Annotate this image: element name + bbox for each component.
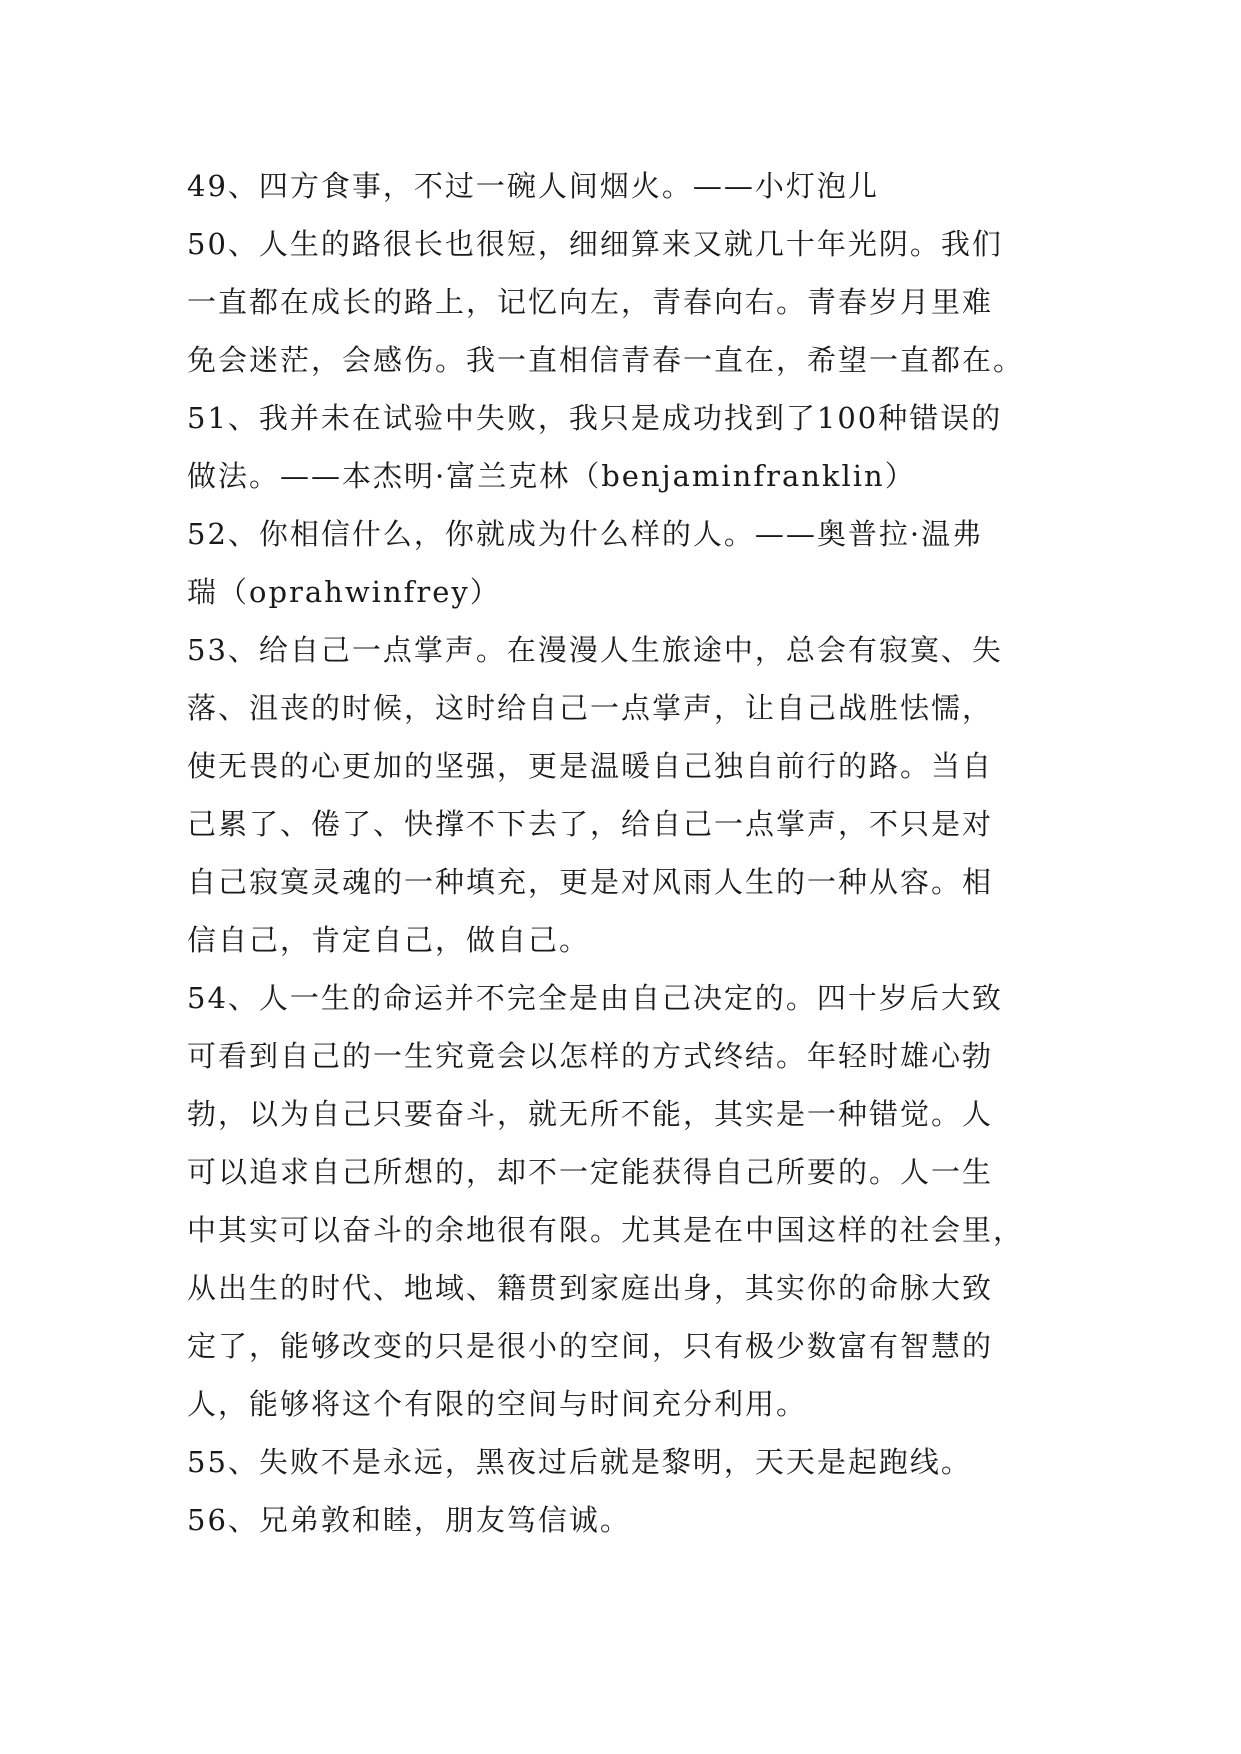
text-line: 瑞（oprahwinfrey）: [187, 575, 501, 609]
text-line: 52、你相信什么，你就成为什么样的人。——奥普拉·温弗: [187, 517, 984, 551]
document-body: [187, 157, 1067, 1549]
text-line: 56、兄弟敦和睦，朋友笃信诚。: [187, 1503, 631, 1537]
text-line: 一直都在成长的路上，记忆向左，青春向右。青春岁月里难: [187, 285, 994, 319]
text-line: 54、人一生的命运并不完全是由自己决定的。四十岁后大致: [187, 981, 1003, 1015]
text-line: 可看到自己的一生究竟会以怎样的方式终结。年轻时雄心勃: [187, 1039, 994, 1073]
text-line: 人，能够将这个有限的空间与时间充分利用。: [187, 1387, 808, 1421]
text-line: 50、人生的路很长也很短，细细算来又就几十年光阴。我们: [187, 227, 1003, 261]
text-line: 55、失败不是永远，黑夜过后就是黎明，天天是起跑线。: [187, 1445, 972, 1479]
text-line: 定了，能够改变的只是很小的空间，只有极少数富有智慧的: [187, 1329, 994, 1363]
text-line: 可以追求自己所想的，却不一定能获得自己所要的。人一生: [187, 1155, 994, 1189]
text-line: 51、我并未在试验中失败，我只是成功找到了100种错误的: [187, 401, 1003, 435]
text-line: 从出生的时代、地域、籍贯到家庭出身，其实你的命脉大致: [187, 1271, 994, 1305]
text-line: 落、沮丧的时候，这时给自己一点掌声，让自己战胜怯懦，: [187, 691, 994, 725]
text-line: 免会迷茫，会感伤。我一直相信青春一直在，希望一直都在。: [187, 343, 1025, 377]
text-line: 中其实可以奋斗的余地很有限。尤其是在中国这样的社会里，: [187, 1213, 1025, 1247]
text-line: 53、给自己一点掌声。在漫漫人生旅途中，总会有寂寞、失: [187, 633, 1003, 667]
text-line: 勃，以为自己只要奋斗，就无所不能，其实是一种错觉。人: [187, 1097, 994, 1131]
text-line: 使无畏的心更加的坚强，更是温暖自己独自前行的路。当自: [187, 749, 994, 783]
text-line: 49、四方食事，不过一碗人间烟火。——小灯泡儿: [187, 169, 879, 203]
text-line: 己累了、倦了、快撑不下去了，给自己一点掌声，不只是对: [187, 807, 994, 841]
text-line: 信自己，肯定自己，做自己。: [187, 923, 591, 957]
text-line: 做法。——本杰明·富兰克林（benjaminfranklin）: [187, 459, 916, 493]
text-line: 自己寂寞灵魂的一种填充，更是对风雨人生的一种从容。相: [187, 865, 994, 899]
